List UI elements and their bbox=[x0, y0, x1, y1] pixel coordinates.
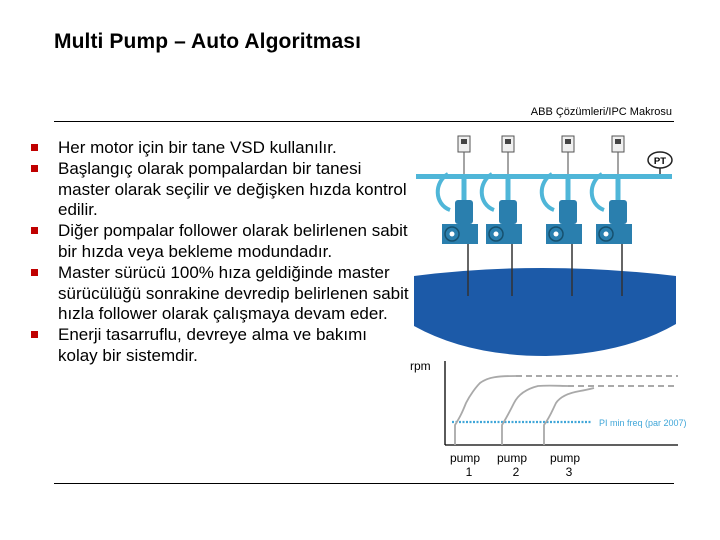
pump-icon bbox=[546, 224, 582, 244]
riser-pipe bbox=[506, 174, 511, 200]
bullet-marker-icon bbox=[31, 269, 38, 276]
vsd-drive-icon bbox=[502, 136, 514, 152]
pump-system-diagram bbox=[410, 128, 680, 360]
bullet-item bbox=[30, 325, 410, 367]
bullet-list bbox=[30, 138, 410, 367]
chart-x-tick-label: pump 3 bbox=[549, 451, 581, 479]
chart-ylabel: rpm bbox=[410, 359, 431, 373]
bullet-text: Enerji tasarruflu, devreye alma ve bakımı kolay bir sistemdir. bbox=[58, 325, 367, 365]
pressure-transmitter-icon bbox=[648, 152, 672, 174]
pump-1-ramp bbox=[455, 376, 516, 445]
pump-icon bbox=[596, 224, 632, 244]
motor-icon bbox=[455, 200, 473, 224]
vsd-drive-icon bbox=[562, 136, 574, 152]
bullet-text: Başlangıç olarak pompalardan bir tanesi master olarak seçilir ve değişken hızda kontrol edilir. bbox=[58, 158, 407, 220]
motor-icon bbox=[499, 200, 517, 224]
supply-pipe bbox=[592, 174, 604, 210]
bullet-item bbox=[30, 221, 410, 263]
bullet-marker-icon bbox=[31, 331, 38, 338]
riser-pipe bbox=[616, 174, 621, 200]
bullet-item bbox=[30, 263, 410, 325]
riser-pipe bbox=[566, 174, 571, 200]
header-pipe bbox=[416, 174, 672, 179]
bullet-marker-icon bbox=[31, 227, 38, 234]
pump-2-ramp bbox=[502, 386, 568, 445]
supply-pipe bbox=[542, 174, 554, 210]
chart-x-tick-label: pump 2 bbox=[496, 451, 528, 479]
pump-3-ramp bbox=[544, 388, 594, 445]
vsd-drive-icon bbox=[458, 136, 470, 152]
pi-min-freq-label: PI min freq (par 2007) bbox=[599, 418, 687, 428]
bullet-text: Her motor için bir tane VSD kullanılır. bbox=[58, 138, 337, 157]
pump-icon bbox=[442, 224, 478, 244]
source-note: ABB Çözümleri/IPC Makrosu bbox=[530, 106, 672, 118]
pt-label: PT bbox=[653, 156, 667, 167]
supply-pipe bbox=[438, 174, 450, 210]
vsd-drive-icon bbox=[612, 136, 624, 152]
bullet-item bbox=[30, 138, 410, 159]
pump-icon bbox=[486, 224, 522, 244]
chart-x-tick-label: pump 1 bbox=[449, 451, 481, 479]
bullet-text: Diğer pompalar follower olarak belirlenen sabit bir hızda veya bekleme modundadır. bbox=[58, 221, 408, 261]
supply-pipe bbox=[482, 174, 494, 210]
motor-icon bbox=[559, 200, 577, 224]
bullet-marker-icon bbox=[31, 165, 38, 172]
riser-pipe bbox=[462, 174, 467, 200]
page-title: Multi Pump – Auto Algoritması bbox=[54, 30, 362, 53]
title-divider bbox=[54, 121, 674, 122]
bullet-text: Master sürücü 100% hıza geldiğinde master sürücülüğü sonrakine devredip belirlenen sabit hızla follower olarak çalışmaya devam eder. bbox=[58, 262, 409, 324]
motor-icon bbox=[609, 200, 627, 224]
bullet-item bbox=[30, 159, 410, 221]
water-reservoir bbox=[414, 268, 676, 356]
bullet-marker-icon bbox=[31, 144, 38, 151]
footer-divider bbox=[54, 483, 674, 484]
speed-chart bbox=[410, 355, 710, 485]
